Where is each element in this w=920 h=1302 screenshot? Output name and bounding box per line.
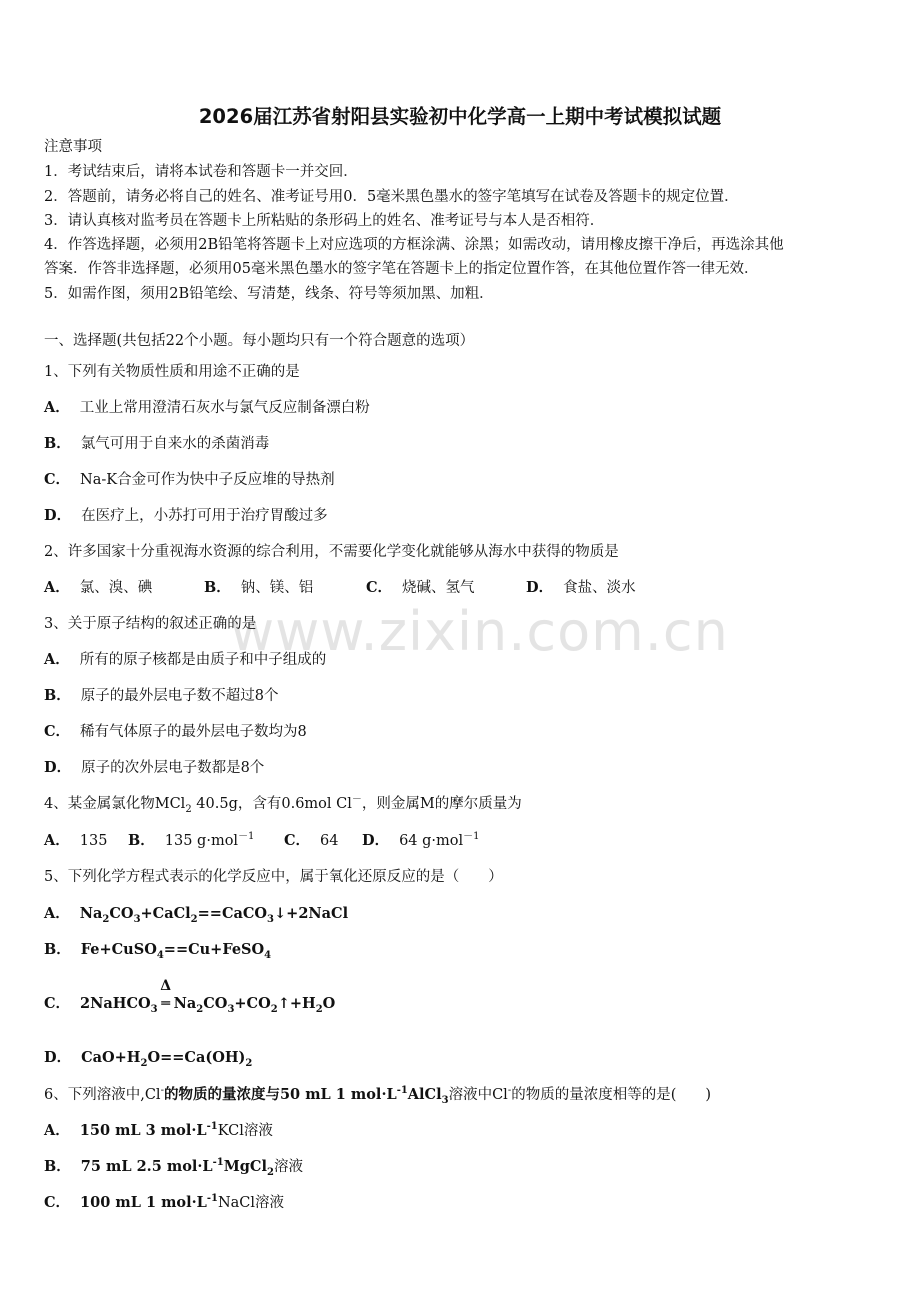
question-1-option-b[interactable]: B． 氯气可用于自来水的杀菌消毒: [44, 435, 270, 452]
notice-item: 3．请认真核对监考员在答题卡上所粘贴的条形码上的姓名、准考证号与本人是否相符．: [44, 213, 605, 229]
question-6-option-c[interactable]: C． 100 mL 1 $mol\cdot L^{-1}NaCl$溶液: [44, 1193, 285, 1211]
question-3-option-a[interactable]: A． 所有的原子核都是由质子和中子组成的: [44, 651, 327, 668]
question-5-option-d[interactable]: D． $CaO+H_2O==Ca(OH)_2$: [44, 1049, 253, 1069]
question-5-option-c[interactable]: C． 2NaHCO$_3$ Δ ═ $Na_2CO_3+CO_2↑+H_2O$: [44, 978, 336, 1015]
question-1-option-d[interactable]: D． 在医疗上，小苏打可用于治疗胃酸过多: [44, 507, 328, 524]
question-3-option-d[interactable]: D． 原子的次外层电子数都是8个: [44, 759, 265, 776]
question-2-option-c[interactable]: C． 烧碱、氢气: [366, 579, 475, 596]
question-5-option-b[interactable]: B． Fe+CuSO$_4$==Cu+FeSO$_4$: [44, 941, 272, 961]
question-1-option-c[interactable]: C． Na-K合金可作为快中子反应堆的导热剂: [44, 471, 335, 488]
question-2-option-a[interactable]: A． 氯、溴、碘: [44, 579, 153, 596]
heat-symbol: Δ ═: [160, 978, 172, 1012]
question-3-option-c[interactable]: C． 稀有气体原子的最外层电子数均为8: [44, 723, 307, 740]
question-6-stem: 6、下列溶液中,Cl-的物质的量浓度与50 mL 1 $mol\cdot L^{-1}AlCl_3$溶液中Cl-的物质的量浓度相等的是( ): [44, 1085, 712, 1106]
question-2-stem: 2、许多国家十分重视海水资源的综合利用，不需要化学变化就能够从海水中获得的物质是: [44, 544, 619, 560]
question-1-option-a[interactable]: A． 工业上常用澄清石灰水与氯气反应制备漂白粉: [44, 399, 370, 416]
page-title: 2026届江苏省射阳县实验初中化学高一上期中考试模拟试题: [198, 105, 722, 128]
question-4-option-d[interactable]: D． 64 g·mol－1: [362, 831, 480, 849]
question-4-option-b[interactable]: B． 135 g·mol－1: [128, 831, 255, 849]
notice-heading: 注意事项: [44, 139, 102, 155]
question-2-option-d[interactable]: D． 食盐、淡水: [526, 579, 636, 596]
question-4-option-c[interactable]: C． 64: [284, 832, 339, 849]
question-6-option-a[interactable]: A． 150 mL 3 $mol\cdot L^{-1}KCl$溶液: [44, 1121, 273, 1139]
question-1-stem: 1、下列有关物质性质和用途不正确的是: [44, 364, 300, 380]
notice-item: 2．答题前，请务必将自己的姓名、准考证号用0．5毫米黑色墨水的签字笔填写在试卷及答题卡的规定位置．: [44, 189, 739, 205]
question-2-options: [44, 578, 880, 598]
notice-item: 1．考试结束后，请将本试卷和答题卡一并交回．: [44, 164, 358, 180]
question-5-stem: 5、下列化学方程式表示的化学反应中，属于氧化还原反应的是（ ）: [44, 869, 503, 885]
question-6-option-b[interactable]: B． 75 mL 2.5 $mol\cdot L^{-1}MgCl_2$溶液: [44, 1157, 303, 1178]
question-4-option-a[interactable]: A． 135: [44, 832, 108, 849]
question-5-option-a[interactable]: A． $Na_2CO_3+CaCl_2==CaCO_3↓+2NaCl$: [44, 905, 349, 925]
question-2-option-b[interactable]: B． 钠、镁、铝: [204, 579, 314, 596]
section-heading: 一、选择题(共包括22个小题。每小题均只有一个符合题意的选项）: [44, 333, 475, 349]
question-4-stem: 4、某金属氯化物MCl$_2$ 40.5g，含有0.6mol Cl－，则金属M的摩尔质量为: [44, 794, 522, 815]
question-3-option-b[interactable]: B． 原子的最外层电子数不超过8个: [44, 687, 279, 704]
notice-item: 5．如需作图，须用2B铅笔绘、写清楚，线条、符号等须加黑、加粗．: [44, 286, 494, 302]
question-3-stem: 3、关于原子结构的叙述正确的是: [44, 616, 257, 632]
question-4-options: [44, 831, 880, 853]
notice-item: 4．作答选择题，必须用2B铅笔将答题卡上对应选项的方框涂满、涂黑；如需改动，请用橡皮擦干净后，再选涂其他: [44, 237, 784, 253]
watermark: www.zixin.com.cn: [230, 600, 729, 663]
notice-item: 答案．作答非选择题，必须用05毫米黑色墨水的签字笔在答题卡上的指定位置作答，在其他位置作答一律无效．: [44, 261, 759, 277]
